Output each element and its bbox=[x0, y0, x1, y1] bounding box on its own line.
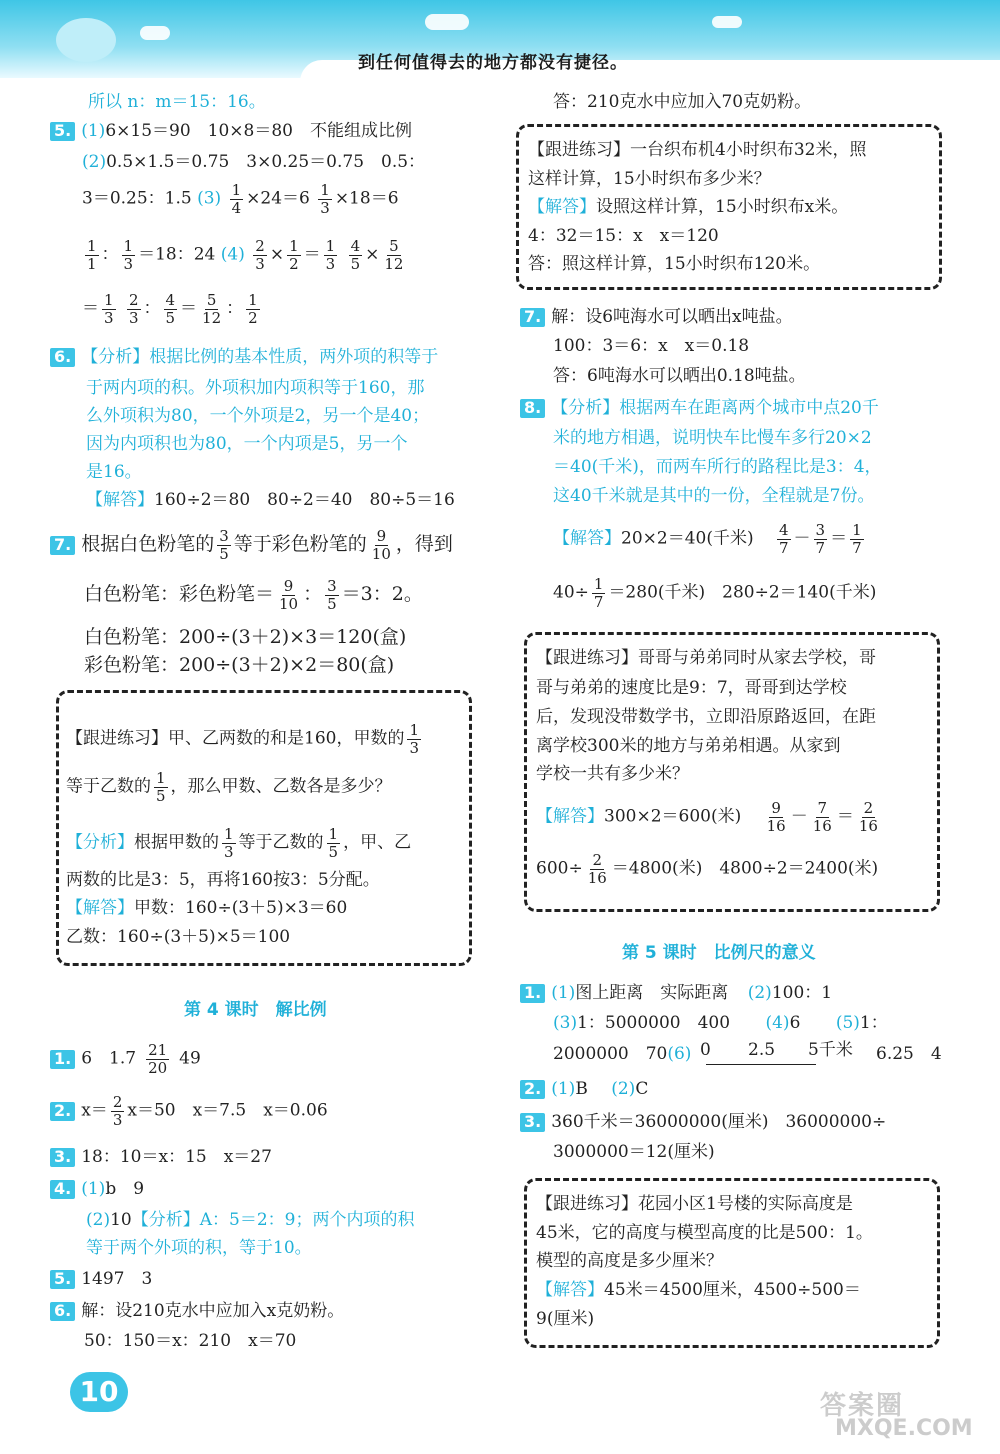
answer-text: 答：210克水中应加入70克奶粉。 bbox=[553, 92, 812, 112]
answer-text: 6×15＝90 10×8＝80 不能组成比例 bbox=[105, 121, 412, 141]
watermark-url: MXQE.COM bbox=[835, 1416, 973, 1441]
practice-line: 两数的比是3：5，再将160按3：5分配。 bbox=[66, 870, 380, 890]
text-line: 所以 n：m＝15：16。 bbox=[88, 92, 266, 112]
practice-line: 答：照这样计算，15小时织布120米。 bbox=[528, 254, 821, 274]
lesson4-q3: 3. 18：10＝x：15 x＝27 bbox=[50, 1148, 272, 1167]
question-5 bbox=[50, 122, 412, 141]
practice-line: 模型的高度是多少厘米？ bbox=[536, 1251, 723, 1271]
answer-line: ＝ $\frac{1}{3}$ $\frac{2}{3}$ ： $\frac{4}{5}$ ＝ $\frac{5}{12}$ ： $\frac{1}{2}$ bbox=[82, 291, 258, 327]
answer-text: 3000000＝12(厘米) bbox=[553, 1142, 715, 1162]
header-motto: 到任何值得去的地方都没有捷径。 bbox=[358, 53, 628, 73]
fraction: $\frac{4}{7}$ bbox=[779, 521, 789, 557]
question-number: 5. bbox=[50, 1270, 75, 1289]
fraction: $\frac{2}{3}$ bbox=[128, 291, 139, 327]
question-number: 2. bbox=[50, 1102, 75, 1121]
fraction: $\frac{1}{3}$ bbox=[320, 181, 330, 217]
practice-line: 4：32＝15：x x＝120 bbox=[528, 226, 719, 246]
practice-line: 学校一共有多少米？ bbox=[536, 764, 689, 784]
analysis-text: 这40千米就是其中的一份，全程就是7份。 bbox=[553, 486, 875, 506]
fraction: $\frac{1}{5}$ bbox=[328, 825, 339, 861]
analysis-text: 【分析】根据比例的基本性质，两外项的积等于 bbox=[81, 347, 439, 367]
lesson5-q1: 1. (1)图上距离 实际距离 (2)100：1 bbox=[520, 984, 832, 1003]
practice-line: 哥与弟弟的速度比是9：7，哥哥到达学校 bbox=[536, 678, 847, 698]
lesson4-q4: 4. (1)b 9 bbox=[50, 1180, 144, 1199]
answer-line: 2000000 70(6) bbox=[553, 1044, 692, 1064]
fraction: $\frac{1}{4}$ bbox=[231, 181, 242, 217]
fraction: $\frac{21}{20}$ bbox=[148, 1041, 168, 1077]
practice-line: 等于乙数的 $\frac{1}{5}$ ，那么甲数、乙数各是多少？ bbox=[66, 769, 392, 805]
practice-tag: 【跟进练习】 bbox=[536, 648, 638, 668]
practice-line: 【跟进练习】一台织布机4小时织布32米，照 bbox=[528, 140, 867, 160]
lesson4-q5: 5. 1497 3 bbox=[50, 1270, 152, 1289]
fraction: $\frac{3}{5}$ bbox=[327, 577, 337, 613]
fraction: $\frac{9}{10}$ bbox=[279, 577, 299, 613]
fraction: $\frac{1}{5}$ bbox=[156, 769, 166, 805]
question-number: 2. bbox=[520, 1080, 545, 1099]
answer-tag: 【解答】 bbox=[86, 490, 154, 510]
analysis-text: 米的地方相遇，说明快车比慢车多行20×2 bbox=[553, 428, 872, 448]
fraction: $\frac{4}{5}$ bbox=[165, 291, 176, 327]
question-number: 3. bbox=[50, 1148, 75, 1167]
scale-bar bbox=[706, 1064, 816, 1065]
analysis-text: 是16。 bbox=[86, 462, 142, 482]
answer-tag: 【解答】 bbox=[536, 806, 604, 827]
scale-label-mid: 2.5 bbox=[748, 1040, 776, 1060]
analysis-text: 么外项积为80，一个外项是2，另一个是40； bbox=[86, 406, 430, 426]
fraction: $\frac{4}{5}$ bbox=[350, 237, 361, 273]
question-number: 7. bbox=[50, 536, 75, 555]
fraction: $\frac{2}{3}$ bbox=[112, 1093, 123, 1129]
answer-line bbox=[82, 182, 399, 216]
question-6 bbox=[50, 348, 438, 367]
fraction: $\frac{9}{16}$ bbox=[766, 799, 786, 835]
practice-line: 【跟进练习】甲、乙两数的和是160，甲数的 $\frac{1}{3}$ bbox=[66, 721, 419, 757]
question-number: 5. bbox=[50, 122, 75, 141]
question-number: 3. bbox=[520, 1113, 545, 1132]
fraction: $\frac{1}{1}$ bbox=[87, 237, 97, 273]
practice-line: 【解答】设照这样计算，15小时织布x米。 bbox=[528, 197, 849, 217]
lesson-title: 第 4 课时 解比例 bbox=[184, 1000, 327, 1020]
question-number: 6. bbox=[50, 1302, 75, 1321]
answer-tag: 【解答】 bbox=[536, 1280, 604, 1300]
answer-text: 50：150＝x：210 x＝70 bbox=[84, 1331, 297, 1351]
fraction: $\frac{3}{5}$ bbox=[219, 527, 229, 563]
practice-line: 600÷ $\frac{2}{16}$ ＝4800(米) 4800÷2＝2400(米) bbox=[536, 851, 879, 887]
practice-line: 【分析】根据甲数的 $\frac{1}{3}$ 等于乙数的 $\frac{1}{5}$ ，甲、乙 bbox=[66, 825, 412, 861]
practice-line: 这样计算，15小时织布多少米？ bbox=[528, 169, 771, 189]
lesson4-q2: 2. x＝ $\frac{2}{3}$ x＝50 x＝7.5 x＝0.06 bbox=[50, 1094, 328, 1128]
analysis-text: 因为内项积也为80，一个内项是5，另一个 bbox=[86, 434, 408, 454]
fraction: $\frac{1}{7}$ bbox=[593, 575, 604, 611]
cloud-icon bbox=[140, 26, 170, 40]
answer-text: 彩色粉笔：200÷(3＋2)×2＝80(盒) bbox=[84, 654, 395, 676]
practice-line: 【解答】300×2＝600(米) $\frac{9}{16}$ － $\frac{7}{16}$ ＝ $\frac{2}{16}$ bbox=[536, 799, 878, 835]
practice-line: 【跟进练习】哥哥与弟弟同时从家去学校，哥 bbox=[536, 648, 876, 668]
answer-tag: 【解答】 bbox=[553, 528, 621, 549]
question-number: 7. bbox=[520, 308, 545, 327]
answer-text: 160÷2＝80 80÷2＝40 80÷5＝16 bbox=[154, 490, 455, 510]
analysis-text: 等于两个外项的积，等于10。 bbox=[86, 1238, 312, 1258]
sub-label: (1) bbox=[81, 121, 106, 141]
question-number: 1. bbox=[50, 1050, 75, 1069]
practice-line: 【解答】45米＝4500厘米，4500÷500＝ bbox=[536, 1280, 861, 1300]
cloud-icon bbox=[425, 14, 469, 30]
lesson-title: 第 5 课时 比例尺的意义 bbox=[622, 943, 816, 963]
answer-line: 40÷ $\frac{1}{7}$ ＝280(千米) 280÷2＝140(千米) bbox=[553, 575, 877, 611]
practice-line: 【解答】甲数：160÷(3＋5)×3＝60 bbox=[66, 898, 348, 918]
lesson5-q3: 3. 360千米＝36000000(厘米) 36000000÷ bbox=[520, 1113, 886, 1132]
analysis-text: 于两内项的积。外项积加内项积等于160，那 bbox=[86, 378, 425, 398]
practice-tag: 【跟进练习】 bbox=[528, 140, 630, 160]
fraction: $\frac{1}{3}$ bbox=[224, 825, 234, 861]
answer-line: $\frac{1}{1}$ ： $\frac{1}{3}$ ＝18：24 (4) $\frac{2}{3}$ × $\frac{1}{2}$ ＝ $\frac{1}{3}$ $\frac{4}{5}$ × $\frac{5}{12}$ bbox=[87, 237, 404, 273]
answer-text: 答：6吨海水可以晒出0.18吨盐。 bbox=[553, 366, 806, 386]
answer-tag: 【解答】 bbox=[66, 898, 134, 918]
answer-line bbox=[82, 154, 425, 171]
cloud-icon bbox=[712, 16, 742, 28]
question-7: 7. 解：设6吨海水可以晒出x吨盐。 bbox=[520, 308, 793, 327]
practice-tag: 【跟进练习】 bbox=[536, 1194, 638, 1214]
practice-line: 45米，它的高度与模型高度的比是500：1。 bbox=[536, 1223, 873, 1243]
fraction: $\frac{1}{3}$ bbox=[123, 237, 134, 273]
practice-line: 后，发现没带数学书，立即沿原路返回，在距 bbox=[536, 707, 876, 727]
fraction: $\frac{1}{3}$ bbox=[409, 721, 419, 757]
practice-line: 【跟进练习】花园小区1号楼的实际高度是 bbox=[536, 1194, 853, 1214]
fraction: $\frac{7}{16}$ bbox=[812, 799, 832, 835]
answer-text: 3＝0.25：1.5 bbox=[82, 188, 192, 209]
question-number: 1. bbox=[520, 984, 545, 1003]
fraction: $\frac{9}{10}$ bbox=[371, 527, 391, 563]
practice-line: 离学校300米的地方与弟弟相遇。从家到 bbox=[536, 736, 841, 756]
fraction: $\frac{1}{3}$ bbox=[325, 237, 336, 273]
practice-tag: 【跟进练习】 bbox=[66, 728, 168, 749]
question-8: 8. 【分析】根据两车在距离两个城市中点20千 bbox=[520, 399, 879, 418]
answer-line bbox=[86, 492, 455, 509]
question-number: 8. bbox=[520, 399, 545, 418]
analysis-tag: 【分析】 bbox=[66, 832, 134, 853]
lesson4-q6: 6. 解：设210克水中应加入x克奶粉。 bbox=[50, 1302, 344, 1321]
fraction: $\frac{1}{7}$ bbox=[852, 521, 862, 557]
answer-line: 【解答】20×2＝40(千米) $\frac{4}{7}$ － $\frac{3}{7}$ ＝ $\frac{1}{7}$ bbox=[553, 521, 862, 557]
watermark-text: 答案圈 bbox=[820, 1391, 905, 1421]
fraction: $\frac{2}{16}$ bbox=[858, 799, 878, 835]
question-7: 7. 根据白色粉笔的 $\frac{3}{5}$ 等于彩色粉笔的 $\frac{9}{10}$ ，得到 bbox=[50, 528, 453, 562]
fraction: $\frac{5}{12}$ bbox=[384, 237, 404, 273]
answer-text: ×24＝6 bbox=[246, 188, 310, 209]
fraction: $\frac{1}{2}$ bbox=[289, 237, 299, 273]
fraction: $\frac{1}{3}$ bbox=[104, 291, 114, 327]
fraction: $\frac{5}{12}$ bbox=[202, 291, 222, 327]
lesson4-q1: 1. 6 1.7 $\frac{21}{20}$ 49 bbox=[50, 1042, 201, 1076]
fraction: $\frac{2}{16}$ bbox=[587, 851, 607, 887]
sub-label: (2) bbox=[82, 152, 107, 172]
answer-line: 白色粉笔：彩色粉笔＝ $\frac{9}{10}$ ： $\frac{3}{5}$ ＝3：2。 bbox=[84, 577, 423, 613]
answer-text: ×18＝6 bbox=[334, 188, 399, 209]
sub-label: (3) bbox=[197, 188, 222, 209]
answer-tag: 【解答】 bbox=[528, 197, 596, 217]
scale-label-0: 0 bbox=[700, 1040, 711, 1060]
lesson5-q2: 2. (1)B (2)C bbox=[520, 1080, 648, 1099]
fraction: $\frac{1}{2}$ bbox=[248, 291, 258, 327]
page-number: 10 bbox=[70, 1372, 128, 1412]
answer-text: 白色粉笔：200÷(3＋2)×3＝120(盒) bbox=[84, 626, 407, 648]
analysis-text: ＝40(千米)，而两车所行的路程比是3：4， bbox=[553, 457, 882, 477]
scale-label-end: 5千米 bbox=[808, 1040, 853, 1060]
answer-text: 6.25 4 bbox=[876, 1044, 942, 1064]
tree-icon bbox=[56, 18, 116, 62]
answer-text: 100：3＝6：x x＝0.18 bbox=[553, 336, 750, 356]
practice-line: 乙数：160÷(3＋5)×5＝100 bbox=[66, 927, 291, 947]
fraction: $\frac{2}{3}$ bbox=[255, 237, 265, 273]
fraction: $\frac{3}{7}$ bbox=[815, 521, 826, 557]
answer-line: (3)1：5000000 400 (4)6 (5)1： bbox=[553, 1013, 888, 1033]
question-number: 6. bbox=[50, 348, 75, 367]
answer-line: (2)10【分析】A：5＝2：9；两个内项的积 bbox=[86, 1210, 415, 1230]
practice-line: 9(厘米) bbox=[536, 1309, 595, 1329]
question-number: 4. bbox=[50, 1180, 75, 1199]
answer-text: 0.5×1.5＝0.75 3×0.25＝0.75 0.5： bbox=[106, 152, 426, 172]
